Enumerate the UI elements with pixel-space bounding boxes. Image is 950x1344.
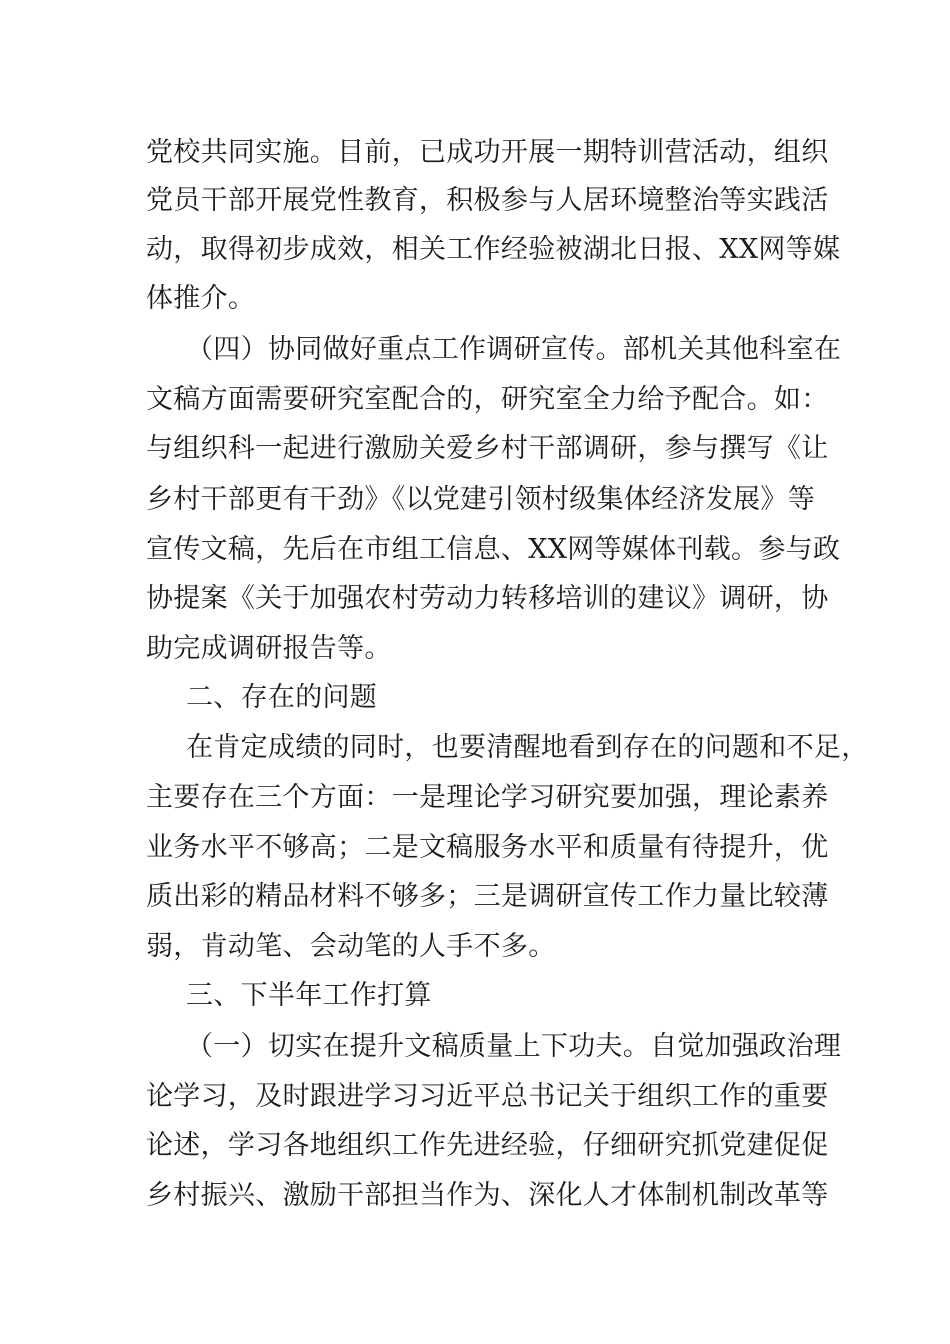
- text-line: 党校共同实施。目前，已成功开展一期特训营活动，组织: [146, 137, 829, 168]
- text-line: 业务水平不够高；二是文稿服务水平和质量有待提升，优: [146, 832, 829, 863]
- section-heading: 三、下半年工作打算: [186, 980, 432, 1011]
- text-line: 弱，肯动笔、会动笔的人手不多。: [146, 931, 556, 962]
- text-line: 助完成调研报告等。: [146, 633, 392, 664]
- text-line: 质出彩的精品材料不够多；三是调研宣传工作力量比较薄: [146, 881, 829, 912]
- text-line: 与组织科一起进行激励关爱乡村干部调研，参与撰写《让: [146, 433, 829, 464]
- text-line: 协提案《关于加强农村劳动力转移培训的建议》调研，协: [146, 583, 829, 614]
- text-line: 动，取得初步成效，相关工作经验被湖北日报、XX网等媒: [146, 234, 841, 265]
- text-line: 宣传文稿，先后在市组工信息、XX网等媒体刊载。参与政: [146, 534, 841, 565]
- section-heading: 二、存在的问题: [186, 682, 378, 713]
- text-line: 体推介。: [146, 283, 256, 314]
- paragraph-heading: （四）协同做好重点工作调研宣传。部机关其他科室在: [186, 334, 842, 365]
- text-line: 党员干部开展党性教育，积极参与人居环境整治等实践活: [146, 185, 829, 216]
- text-line: 乡村干部更有干劲》《以党建引领村级集体经济发展》等: [146, 484, 815, 515]
- text-line: 乡村振兴、激励干部担当作为、深化人才体制机制改革等: [146, 1180, 829, 1211]
- paragraph-heading: （一）切实在提升文稿质量上下功夫。自觉加强政治理: [186, 1031, 842, 1062]
- text-line: 论述，学习各地组织工作先进经验，仔细研究抓党建促促: [146, 1130, 829, 1161]
- text-line: 在肯定成绩的同时，也要清醒地看到存在的问题和不足，: [186, 732, 869, 763]
- text-line: 论学习，及时跟进学习习近平总书记关于组织工作的重要: [146, 1081, 829, 1112]
- text-line: 主要存在三个方面：一是理论学习研究要加强，理论素养: [146, 782, 829, 813]
- text-line: 文稿方面需要研究室配合的，研究室全力给予配合。如：: [146, 384, 829, 415]
